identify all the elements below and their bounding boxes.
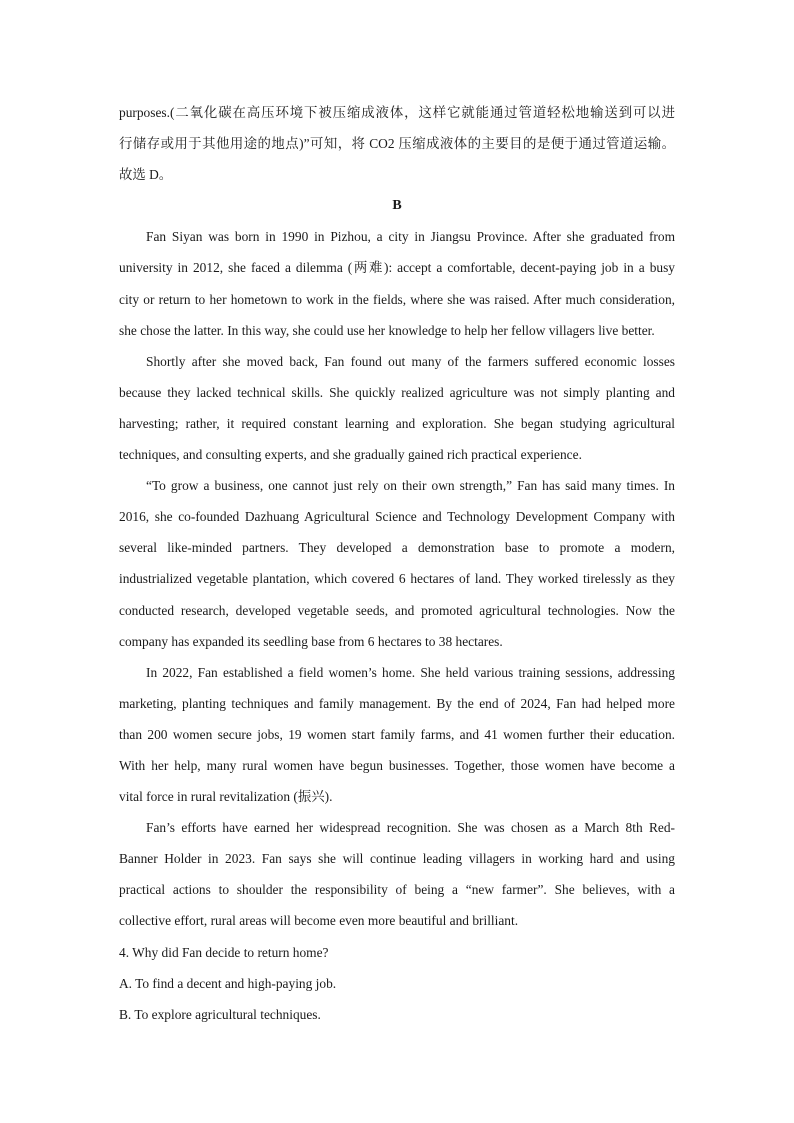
passage-line: With her help, many rural women have begun businesses. Together, those women have become a <box>119 757 675 773</box>
answer-line-3: 故选 D。 <box>119 167 173 183</box>
passage-line: university in 2012, she faced a dilemma (两难): accept a comfortable, decent-paying job in a busy <box>119 260 675 276</box>
answer-explanation <box>119 97 675 190</box>
answer-line-1: purposes.(二氧化碳在高压环境下被压缩成液体，这样它就能通过管道轻松地输送到可以进 <box>119 105 675 120</box>
passage-paragraph-1 <box>119 221 675 345</box>
passage-line: techniques, and consulting experts, and she gradually gained rich practical experience. <box>119 447 582 463</box>
answer-line-2: 行储存或用于其他用途的地点)”可知，将 CO2 压缩成液体的主要目的是便于通过管道运输。 <box>119 136 675 152</box>
passage-line: Fan Siyan was born in 1990 in Pizhou, a city in Jiangsu Province. After she graduated from <box>146 229 675 245</box>
passage-line: Shortly after she moved back, Fan found out many of the farmers suffered economic losses <box>146 353 675 369</box>
passage-line: practical actions to shoulder the responsibility of being a “new farmer”. She believes, with a <box>119 882 675 898</box>
passage-line: “To grow a business, one cannot just rely on their own strength,” Fan has said many times. In <box>146 478 675 494</box>
passage-line: conducted research, developed vegetable seeds, and promoted agricultural technologies. Now the <box>119 602 675 618</box>
passage-line: harvesting; rather, it required constant learning and exploration. She began studying agricultural <box>119 415 675 431</box>
passage-line: Fan’s efforts have earned her widespread recognition. She was chosen as a March 8th Red- <box>146 820 675 836</box>
option-b: B. To explore agricultural techniques. <box>119 1006 321 1022</box>
passage-line: city or return to her hometown to work in the fields, where she was raised. After much consideration, <box>119 291 675 307</box>
passage-line: company has expanded its seedling base from 6 hectares to 38 hectares. <box>119 633 503 649</box>
passage-line: vital force in rural revitalization (振兴). <box>119 789 333 805</box>
passage-line: 2016, she co-founded Dazhuang Agricultural Science and Technology Development Company with <box>119 509 675 525</box>
passage-line: marketing, planting techniques and family management. By the end of 2024, Fan had helped more <box>119 695 675 711</box>
passage-paragraph-4 <box>119 657 675 812</box>
section-heading: B <box>392 198 402 214</box>
passage-paragraph-5 <box>119 812 675 936</box>
passage-line: In 2022, Fan established a field women’s home. She held various training sessions, addressing <box>146 664 675 680</box>
page-content <box>119 97 675 1030</box>
reading-passage <box>119 221 675 936</box>
passage-paragraph-2 <box>119 346 675 470</box>
passage-line: collective effort, rural areas will become even more beautiful and brilliant. <box>119 913 519 929</box>
passage-line: than 200 women secure jobs, 19 women start family farms, and 41 women further their education. <box>119 726 675 742</box>
passage-line: because they lacked technical skills. She quickly realized agriculture was not simply planting and <box>119 384 675 400</box>
passage-line: industrialized vegetable plantation, which covered 6 hectares of land. They worked tirelessly as they <box>119 571 675 587</box>
passage-line: Banner Holder in 2023. Fan says she will continue leading villagers in working hard and using <box>119 851 675 867</box>
passage-line: several like-minded partners. They developed a demonstration base to promote a modern, <box>119 540 675 556</box>
question-block <box>119 937 675 1030</box>
passage-paragraph-3 <box>119 470 675 657</box>
question-stem: 4. Why did Fan decide to return home? <box>119 944 329 960</box>
passage-line: she chose the latter. In this way, she could use her knowledge to help her fellow villagers live better. <box>119 322 655 338</box>
option-a: A. To find a decent and high-paying job. <box>119 975 337 991</box>
